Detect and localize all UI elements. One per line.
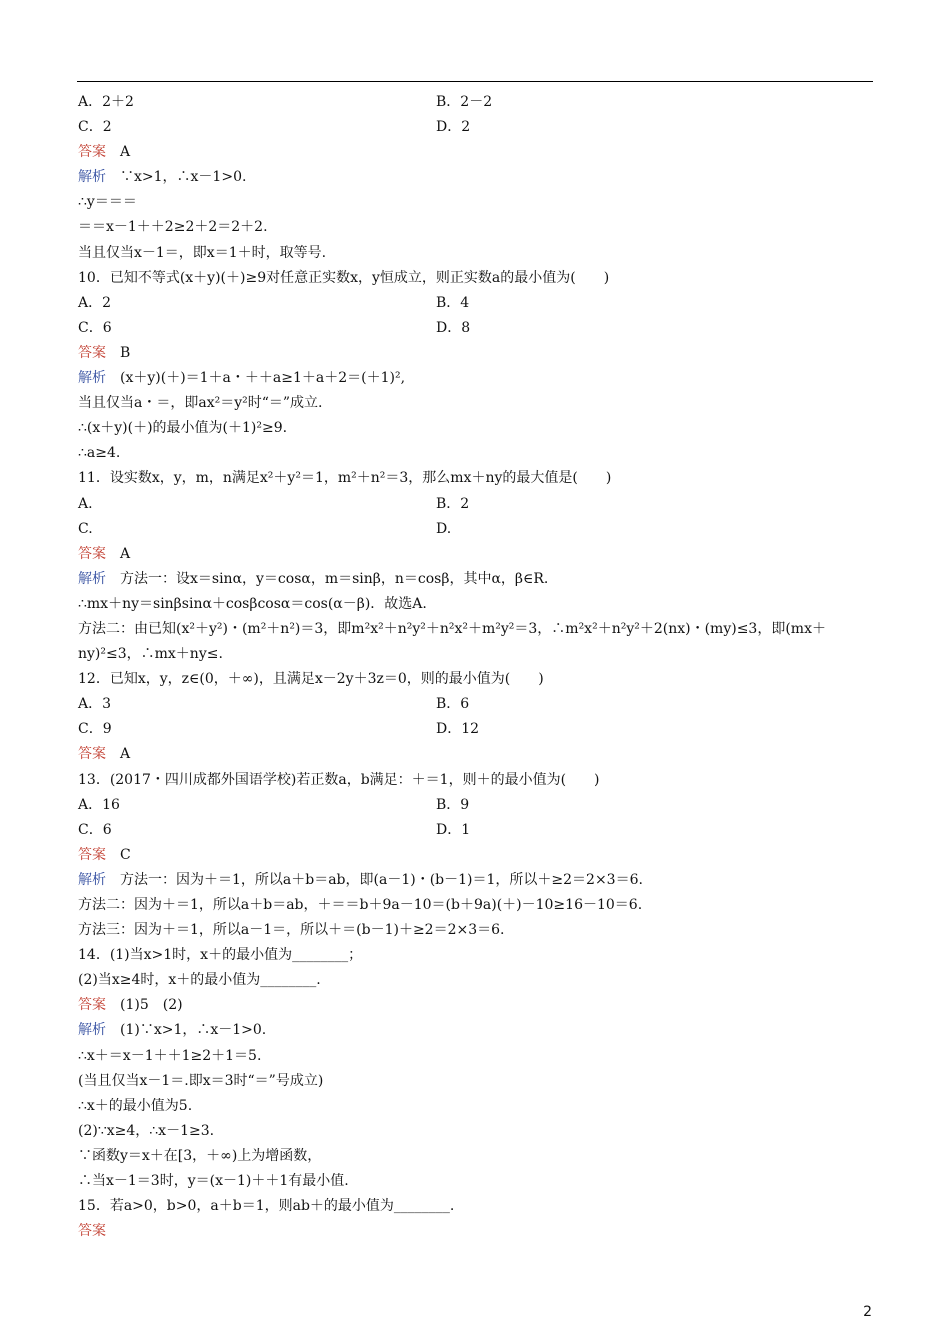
option-left: C．6 bbox=[78, 319, 112, 336]
analysis-label: 解析 bbox=[78, 871, 106, 888]
option-left: C．6 bbox=[78, 821, 112, 838]
option-row bbox=[78, 291, 878, 316]
text-line: (当且仅当x－1＝.即x＝3时“＝”号成立) bbox=[78, 1072, 324, 1089]
text-line: 12．已知x，y，z∈(0，＋∞)，且满足x－2y＋3z＝0，则的最小值为( ) bbox=[78, 671, 544, 688]
text-line: ＝＝x－1＋＋2≥2＋2＝2＋2. bbox=[78, 219, 268, 236]
option-left: C．9 bbox=[78, 721, 112, 738]
line-text: C bbox=[106, 846, 131, 863]
text-line: ∴x＋的最小值为5. bbox=[78, 1097, 193, 1114]
answer-line bbox=[78, 140, 878, 165]
option-left: A．2＋2 bbox=[78, 94, 134, 110]
answer-line bbox=[78, 742, 878, 767]
line-text: 方法一：设x＝sinα，y＝cosα，m＝sinβ，n＝cosβ，其中α，β∈R. bbox=[106, 570, 549, 587]
option-row bbox=[78, 517, 878, 542]
line-text: (x＋y)(＋)＝1＋a・＋＋a≥1＋a＋2＝(＋1)², bbox=[106, 370, 406, 387]
option-right: B．9 bbox=[436, 796, 470, 813]
text-line: ∴当x－1＝3时，y＝(x－1)＋＋1有最小值. bbox=[78, 1173, 349, 1190]
analysis-label: 解析 bbox=[78, 1022, 106, 1039]
answer-label: 答案 bbox=[78, 997, 106, 1014]
option-right: B．6 bbox=[436, 696, 470, 713]
answer-label: 答案 bbox=[78, 1223, 106, 1240]
analysis-label: 解析 bbox=[78, 169, 106, 186]
paragraph: 方法二：由已知(x²＋y²)・(m²＋n²)＝3，即m²x²＋n²y²＋n²x²＋m²y²＝3，∴m²x²＋n²y²＋2(nx)・(my)≤3，即(mx＋ny)²≤3，∴mx＋ny≤. bbox=[78, 620, 826, 663]
text-line: 13．(2017・四川成都外国语学校)若正数a，b满足：＋＝1，则＋的最小值为( ) bbox=[78, 771, 600, 788]
option-row bbox=[78, 115, 878, 140]
text-line: 当且仅当x－1＝，即x＝1＋时，取等号. bbox=[78, 244, 327, 261]
page-number: 2 bbox=[863, 1304, 872, 1320]
text-line: 方法三：因为＋＝1，所以a－1＝，所以＋＝(b－1)＋≥2＝2×3＝6. bbox=[78, 922, 505, 939]
option-row bbox=[78, 90, 878, 115]
line-text: ∵x>1，∴x－1>0. bbox=[106, 169, 247, 186]
option-right: B．2 bbox=[436, 495, 470, 512]
option-right: D．8 bbox=[436, 319, 471, 336]
text-line: 10．已知不等式(x＋y)(＋)≥9对任意正实数x，y恒成立，则正实数a的最小值为( ) bbox=[78, 269, 610, 286]
text-line: ∴mx＋ny＝sinβsinα＋cosβcosα＝cos(α－β)．故选A. bbox=[78, 595, 427, 612]
option-right: B．4 bbox=[436, 294, 470, 311]
answer-line bbox=[78, 341, 878, 366]
analysis-line bbox=[78, 567, 878, 592]
answer-line bbox=[78, 993, 878, 1018]
line-text: (1)5 (2) bbox=[106, 997, 183, 1014]
line-text: (1)∵x>1，∴x－1>0. bbox=[106, 1022, 267, 1039]
line-text: A bbox=[106, 144, 131, 161]
analysis-label: 解析 bbox=[78, 370, 106, 387]
option-row bbox=[78, 692, 878, 717]
option-left: C．2 bbox=[78, 119, 112, 136]
text-line: (2)∵x≥4，∴x－1≥3. bbox=[78, 1122, 215, 1139]
answer-label: 答案 bbox=[78, 846, 106, 863]
answer-label: 答案 bbox=[78, 746, 106, 763]
line-text: 方法一：因为＋＝1，所以a＋b＝ab，即(a－1)・(b－1)＝1，所以＋≥2＝2×3＝6. bbox=[106, 871, 643, 888]
analysis-line bbox=[78, 165, 878, 190]
line-text: A bbox=[106, 746, 131, 763]
option-row bbox=[78, 818, 878, 843]
text-line: ∴x＋＝x－1＋＋1≥2＋1＝5. bbox=[78, 1047, 262, 1064]
option-left: A. bbox=[78, 495, 93, 512]
option-left: A．3 bbox=[78, 696, 112, 713]
option-left: C. bbox=[78, 520, 93, 537]
option-right: D. bbox=[436, 520, 452, 537]
line-text: B bbox=[106, 344, 131, 361]
analysis-line bbox=[78, 1018, 878, 1043]
option-row bbox=[78, 793, 878, 818]
text-line: ∴a≥4. bbox=[78, 445, 121, 462]
answer-label: 答案 bbox=[78, 545, 106, 562]
text-line: (2)当x≥4时，x＋的最小值为________. bbox=[78, 972, 321, 989]
option-row bbox=[78, 717, 878, 742]
text-line: 方法二：因为＋＝1，所以a＋b＝ab，＋＝＝b＋9a－10＝(b＋9a)(＋)－10≥16－10＝6. bbox=[78, 897, 643, 913]
option-row bbox=[78, 316, 878, 341]
header-rule bbox=[77, 81, 873, 82]
answer-line bbox=[78, 542, 878, 567]
option-right: D．12 bbox=[436, 721, 480, 738]
line-text: A bbox=[106, 545, 131, 562]
option-left: A．2 bbox=[78, 294, 112, 311]
analysis-line bbox=[78, 868, 878, 893]
text-line: 11．设实数x，y，m，n满足x²＋y²＝1，m²＋n²＝3，那么mx＋ny的最大值是( ) bbox=[78, 470, 612, 487]
text-line: 当且仅当a・＝，即ax²＝y²时“＝”成立. bbox=[78, 395, 323, 412]
analysis-line bbox=[78, 366, 878, 391]
text-line: ∴y＝＝＝ bbox=[78, 194, 137, 211]
text-line: 15．若a>0，b>0，a＋b＝1，则ab＋的最小值为________. bbox=[78, 1198, 455, 1215]
document-body bbox=[78, 90, 878, 1244]
option-left: A．16 bbox=[78, 796, 120, 813]
answer-label: 答案 bbox=[78, 344, 106, 361]
text-line: 14．(1)当x>1时，x＋的最小值为________； bbox=[78, 947, 363, 964]
answer-label: 答案 bbox=[78, 144, 106, 161]
answer-line bbox=[78, 843, 878, 868]
text-line: ∵函数y＝x＋在[3，＋∞)上为增函数， bbox=[78, 1147, 322, 1164]
text-line: ∴(x＋y)(＋)的最小值为(＋1)²≥9. bbox=[78, 420, 288, 437]
option-right: B．2－2 bbox=[436, 94, 493, 110]
option-right: D．2 bbox=[436, 119, 471, 136]
option-right: D．1 bbox=[436, 821, 471, 838]
option-row bbox=[78, 492, 878, 517]
answer-line bbox=[78, 1219, 878, 1244]
analysis-label: 解析 bbox=[78, 570, 106, 587]
